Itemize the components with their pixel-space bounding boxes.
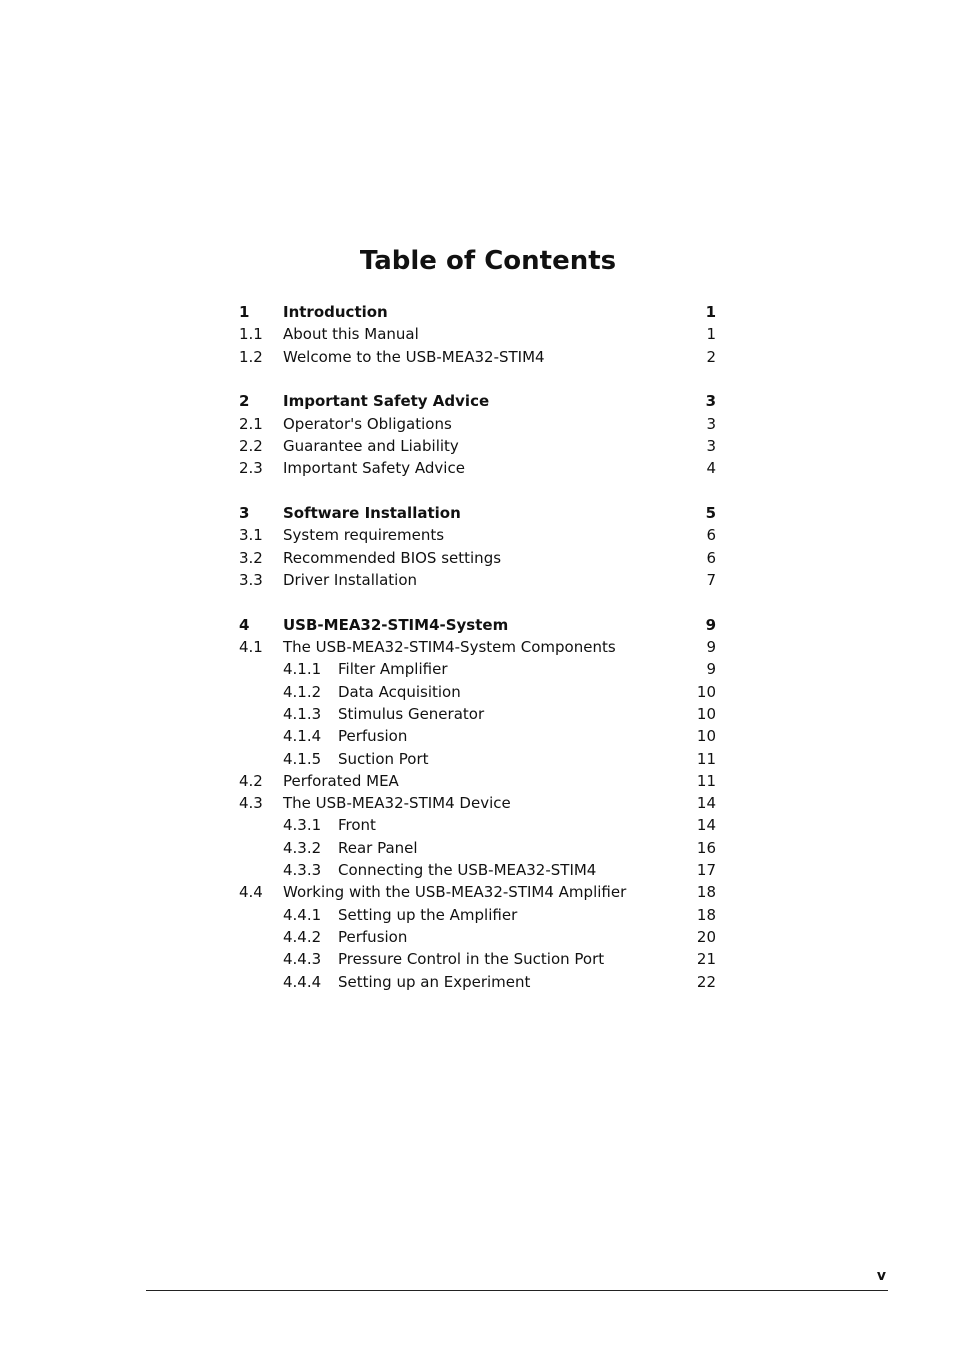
toc-entry-title: Setting up the Amplifier	[338, 905, 518, 924]
toc-entry-number: 4.1.2	[283, 682, 322, 701]
toc-entry[interactable]	[239, 413, 716, 435]
toc-entry-title: Rear Panel	[338, 838, 418, 857]
toc-entry-page: 18	[696, 905, 716, 924]
toc-entry-number: 2.1	[239, 414, 263, 433]
toc-entry-page: 3	[705, 392, 716, 411]
toc-entry-number: 3.2	[239, 548, 263, 567]
toc-entry-number: 4.2	[239, 771, 263, 790]
toc-entry[interactable]	[239, 881, 716, 903]
toc-entry[interactable]	[239, 948, 716, 970]
toc-section	[239, 390, 716, 479]
toc-entry-page: 3	[706, 436, 716, 455]
toc-entry-title: The USB-MEA32-STIM4 Device	[283, 794, 511, 813]
toc-chapter-entry[interactable]	[239, 301, 716, 323]
toc-entry[interactable]	[239, 792, 716, 814]
toc-entry-page: 20	[696, 927, 716, 946]
toc-entry[interactable]	[239, 323, 716, 345]
toc-entry-page: 10	[696, 704, 716, 723]
toc-entry-number: 4.3.1	[283, 816, 322, 835]
toc-entry-title: Perfusion	[338, 927, 408, 946]
toc-entry-title: Suction Port	[338, 749, 429, 768]
toc-entry-number: 2.3	[239, 459, 263, 478]
toc-entry-number: 4.1.5	[283, 749, 322, 768]
toc-entry-title: System requirements	[283, 526, 445, 545]
toc-entry[interactable]	[239, 435, 716, 457]
toc-chapter-entry[interactable]	[239, 614, 716, 636]
toc-entry-page: 10	[696, 682, 716, 701]
toc-entry-title: Driver Installation	[283, 570, 418, 589]
toc-entry-title: The USB-MEA32-STIM4-System Components	[283, 638, 616, 657]
toc-entry-number: 2	[239, 392, 250, 411]
toc-entry[interactable]	[239, 837, 716, 859]
toc-entry-number: 4.1	[239, 638, 263, 657]
toc-entry-number: 1.1	[239, 325, 263, 344]
toc-entry-title: Working with the USB-MEA32-STIM4 Amplifier	[283, 883, 627, 902]
toc-entry-number: 4	[239, 615, 250, 634]
toc-entry-title: Software Installation	[283, 504, 461, 523]
toc-entry[interactable]	[239, 346, 716, 368]
toc-entry-title: About this Manual	[283, 325, 419, 344]
toc-entry-title: Perforated MEA	[283, 771, 399, 790]
toc-entry[interactable]	[239, 904, 716, 926]
toc-entry-title: Operator's Obligations	[283, 414, 452, 433]
toc-entry-page: 11	[696, 749, 716, 768]
table-of-contents	[239, 301, 716, 1015]
toc-entry-title: Pressure Control in the Suction Port	[338, 950, 605, 969]
toc-entry[interactable]	[239, 725, 716, 747]
toc-entry-page: 10	[696, 727, 716, 746]
toc-entry-page: 9	[706, 660, 716, 679]
toc-section	[239, 502, 716, 591]
toc-section	[239, 614, 716, 993]
toc-entry-title: Connecting the USB-MEA32-STIM4	[338, 861, 597, 880]
toc-entry-number: 2.2	[239, 436, 263, 455]
toc-entry-title: Data Acquisition	[338, 682, 461, 701]
toc-entry-number: 4.1.3	[283, 704, 322, 723]
toc-entry-title: Welcome to the USB-MEA32-STIM4	[283, 347, 545, 366]
toc-section	[239, 301, 716, 368]
toc-entry-title: Perfusion	[338, 727, 408, 746]
toc-entry-title: Setting up an Experiment	[338, 972, 531, 991]
toc-entry[interactable]	[239, 569, 716, 591]
toc-entry[interactable]	[239, 703, 716, 725]
toc-entry-number: 1	[239, 303, 250, 321]
toc-entry-page: 14	[696, 816, 716, 835]
toc-entry-page: 6	[706, 526, 716, 545]
toc-entry[interactable]	[239, 770, 716, 792]
toc-entry-number: 4.1.4	[283, 727, 322, 746]
toc-entry-page: 1	[705, 303, 716, 321]
toc-entry-page: 6	[706, 548, 716, 567]
toc-entry-title: Important Safety Advice	[283, 392, 490, 411]
toc-entry[interactable]	[239, 926, 716, 948]
toc-entry-page: 14	[696, 794, 716, 813]
footer-divider	[146, 1290, 888, 1291]
toc-entry-number: 4.3	[239, 794, 263, 813]
toc-entry-page: 18	[696, 883, 716, 902]
toc-entry[interactable]	[239, 748, 716, 770]
toc-entry-page: 4	[706, 459, 716, 478]
toc-entry-number: 4.4.1	[283, 905, 322, 924]
toc-entry-title: Introduction	[283, 303, 388, 321]
toc-entry-number: 4.4	[239, 883, 263, 902]
toc-entry-page: 3	[706, 414, 716, 433]
toc-entry-page: 16	[696, 838, 716, 857]
toc-entry[interactable]	[239, 457, 716, 479]
toc-entry-title: Guarantee and Liability	[283, 436, 459, 455]
toc-entry-page: 9	[705, 615, 716, 634]
toc-entry-page: 17	[696, 861, 716, 880]
toc-entry-number: 3.3	[239, 570, 263, 589]
toc-entry[interactable]	[239, 524, 716, 546]
toc-chapter-entry[interactable]	[239, 502, 716, 524]
toc-entry-page: 21	[696, 950, 716, 969]
toc-entry-number: 4.1.1	[283, 660, 322, 679]
toc-entry[interactable]	[239, 814, 716, 836]
page-title: Table of Contents	[359, 246, 617, 276]
toc-entry-page: 7	[706, 570, 716, 589]
toc-entry-number: 4.3.2	[283, 838, 322, 857]
toc-entry-title: Front	[338, 816, 376, 835]
toc-entry-title: Important Safety Advice	[283, 459, 465, 478]
toc-entry[interactable]	[239, 636, 716, 658]
toc-entry-page: 11	[696, 771, 716, 790]
toc-entry-page: 9	[706, 638, 716, 657]
footer-page-number: v	[876, 1268, 886, 1284]
toc-entry-number: 4.3.3	[283, 861, 322, 880]
toc-entry-number: 4.4.4	[283, 972, 322, 991]
toc-entry[interactable]	[239, 681, 716, 703]
toc-entry-title: Stimulus Generator	[338, 704, 485, 723]
toc-entry-page: 5	[705, 504, 716, 523]
toc-chapter-entry[interactable]	[239, 390, 716, 412]
toc-entry[interactable]	[239, 859, 716, 881]
toc-entry-page: 2	[706, 347, 716, 366]
toc-entry[interactable]	[239, 971, 716, 993]
toc-entry-title: Recommended BIOS settings	[283, 548, 502, 567]
toc-entry-page: 22	[696, 972, 716, 991]
toc-entry-number: 3.1	[239, 526, 263, 545]
toc-entry-title: USB-MEA32-STIM4-System	[283, 615, 509, 634]
toc-entry-title: Filter Amplifier	[338, 660, 448, 679]
toc-entry[interactable]	[239, 547, 716, 569]
toc-entry[interactable]	[239, 658, 716, 680]
toc-entry-number: 4.4.3	[283, 950, 322, 969]
toc-entry-number: 4.4.2	[283, 927, 322, 946]
toc-entry-number: 1.2	[239, 347, 263, 366]
toc-entry-number: 3	[239, 504, 250, 523]
toc-entry-page: 1	[706, 325, 716, 344]
